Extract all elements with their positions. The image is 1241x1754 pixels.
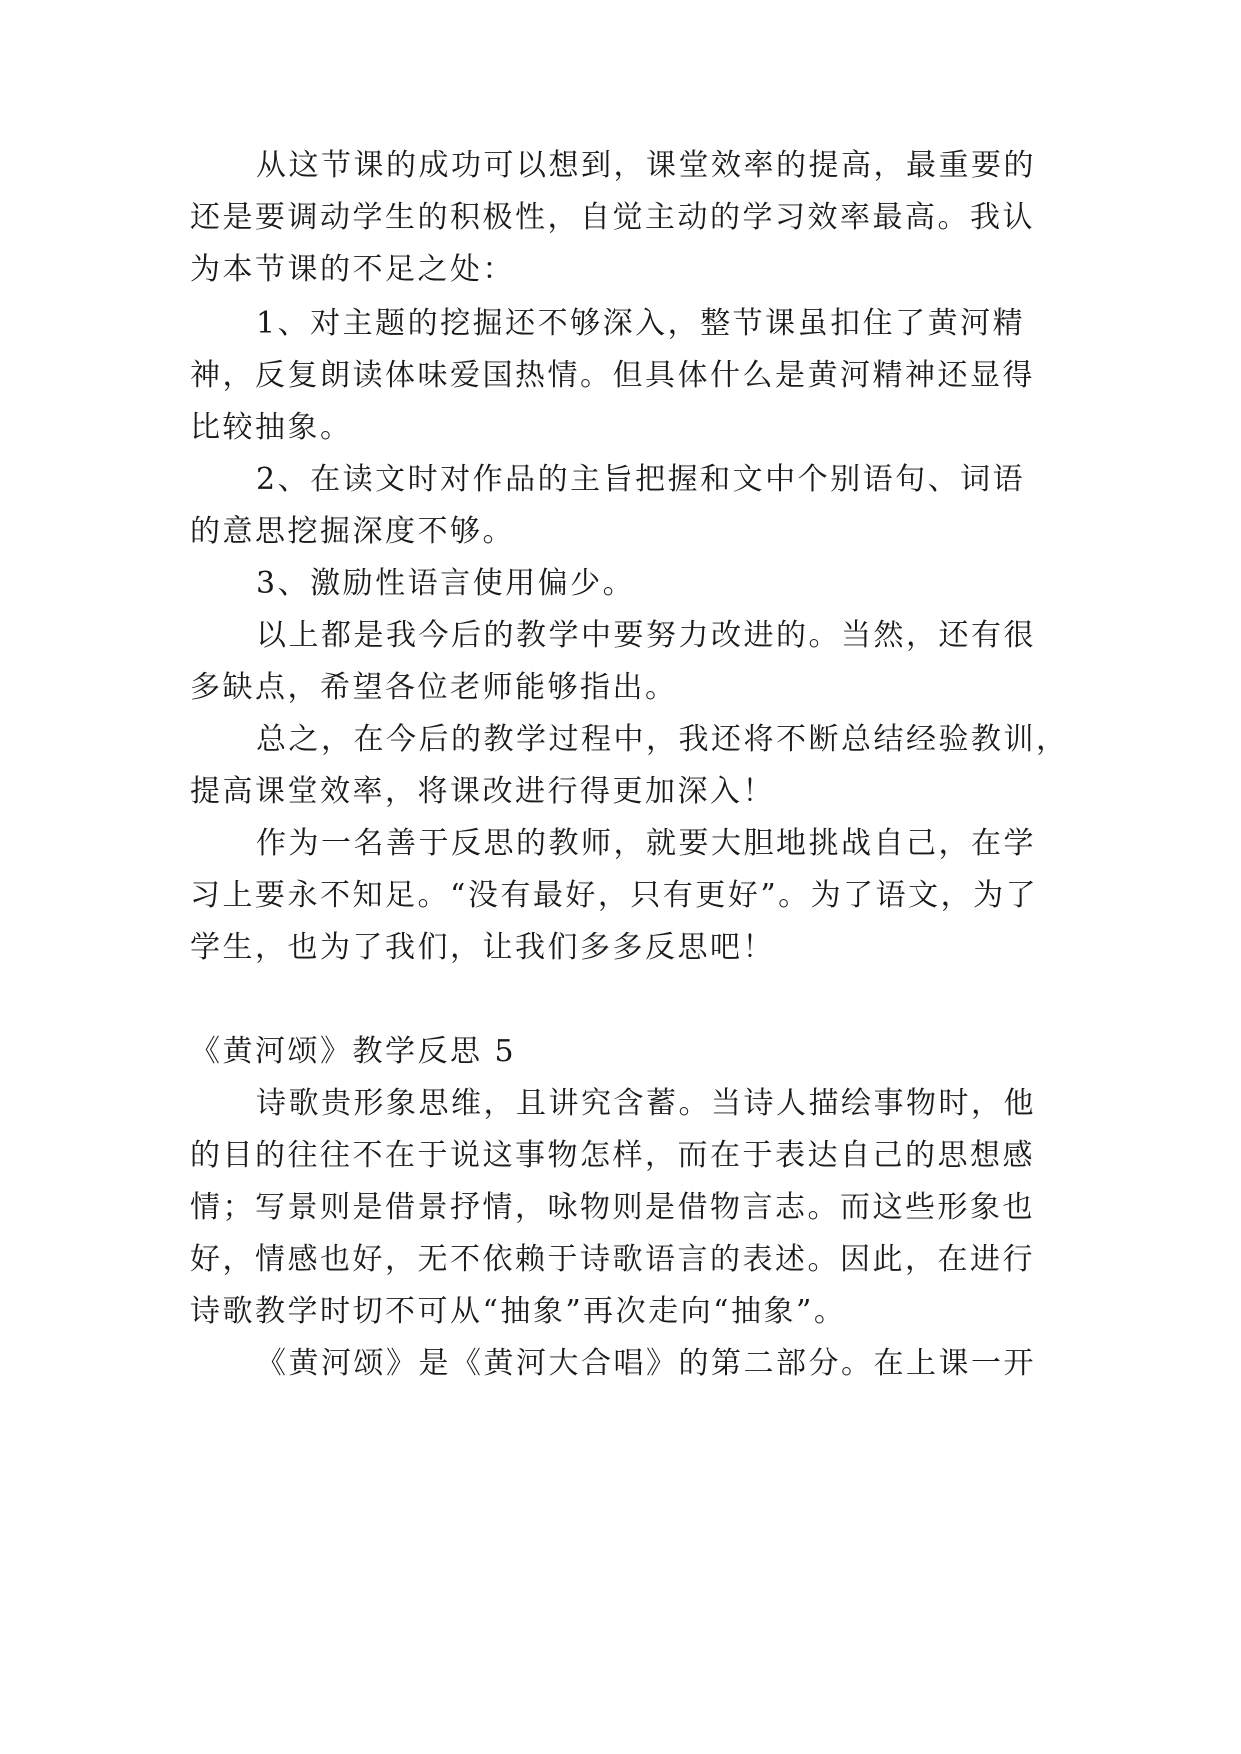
text-line: 总之，在今后的教学过程中，我还将不断总结经验教训， [256,722,1069,757]
text-line: 情；写景则是借景抒情，咏物则是借物言志。而这些形象也 [190,1190,1035,1225]
text-line: 为本节课的不足之处： [190,252,515,287]
text-line: 诗歌教学时切不可从“抽象”再次走向“抽象”。 [190,1294,847,1329]
text-line: 提高课堂效率，将课改进行得更加深入！ [190,774,775,809]
text-line: 作为一名善于反思的教师，就要大胆地挑战自己，在学 [256,826,1036,861]
text-line: 3、激励性语言使用偏少。 [256,566,636,601]
text-line: 比较抽象。 [190,410,353,445]
text-line: 的意思挖掘深度不够。 [190,514,515,549]
text-line: 以上都是我今后的教学中要努力改进的。当然，还有很 [256,618,1036,653]
text-line: 的目的往往不在于说这事物怎样，而在于表达自己的思想感 [190,1138,1035,1173]
text-line: 还是要调动学生的积极性，自觉主动的学习效率最高。我认 [190,200,1035,235]
text-line: 习上要永不知足。“没有最好，只有更好”。为了语文，为了 [190,878,1039,913]
text-line: 诗歌贵形象思维，且讲究含蓄。当诗人描绘事物时，他 [256,1086,1036,1121]
text-line: 好，情感也好，无不依赖于诗歌语言的表述。因此，在进行 [190,1242,1035,1277]
text-line: 2、在读文时对作品的主旨把握和文中个别语句、词语 [256,462,1026,497]
text-line: 1、对主题的挖掘还不够深入，整节课虽扣住了黄河精 [256,306,1026,341]
text-line: 《黄河颂》是《黄河大合唱》的第二部分。在上课一开 [256,1346,1036,1381]
text-line: 学生，也为了我们，让我们多多反思吧！ [190,930,775,965]
text-line: 神，反复朗读体味爱国热情。但具体什么是黄河精神还显得 [190,358,1035,393]
text-line: 多缺点，希望各位老师能够指出。 [190,670,678,705]
section-heading: 《黄河颂》教学反思 5 [190,1034,517,1069]
text-line: 从这节课的成功可以想到，课堂效率的提高，最重要的 [256,148,1036,183]
